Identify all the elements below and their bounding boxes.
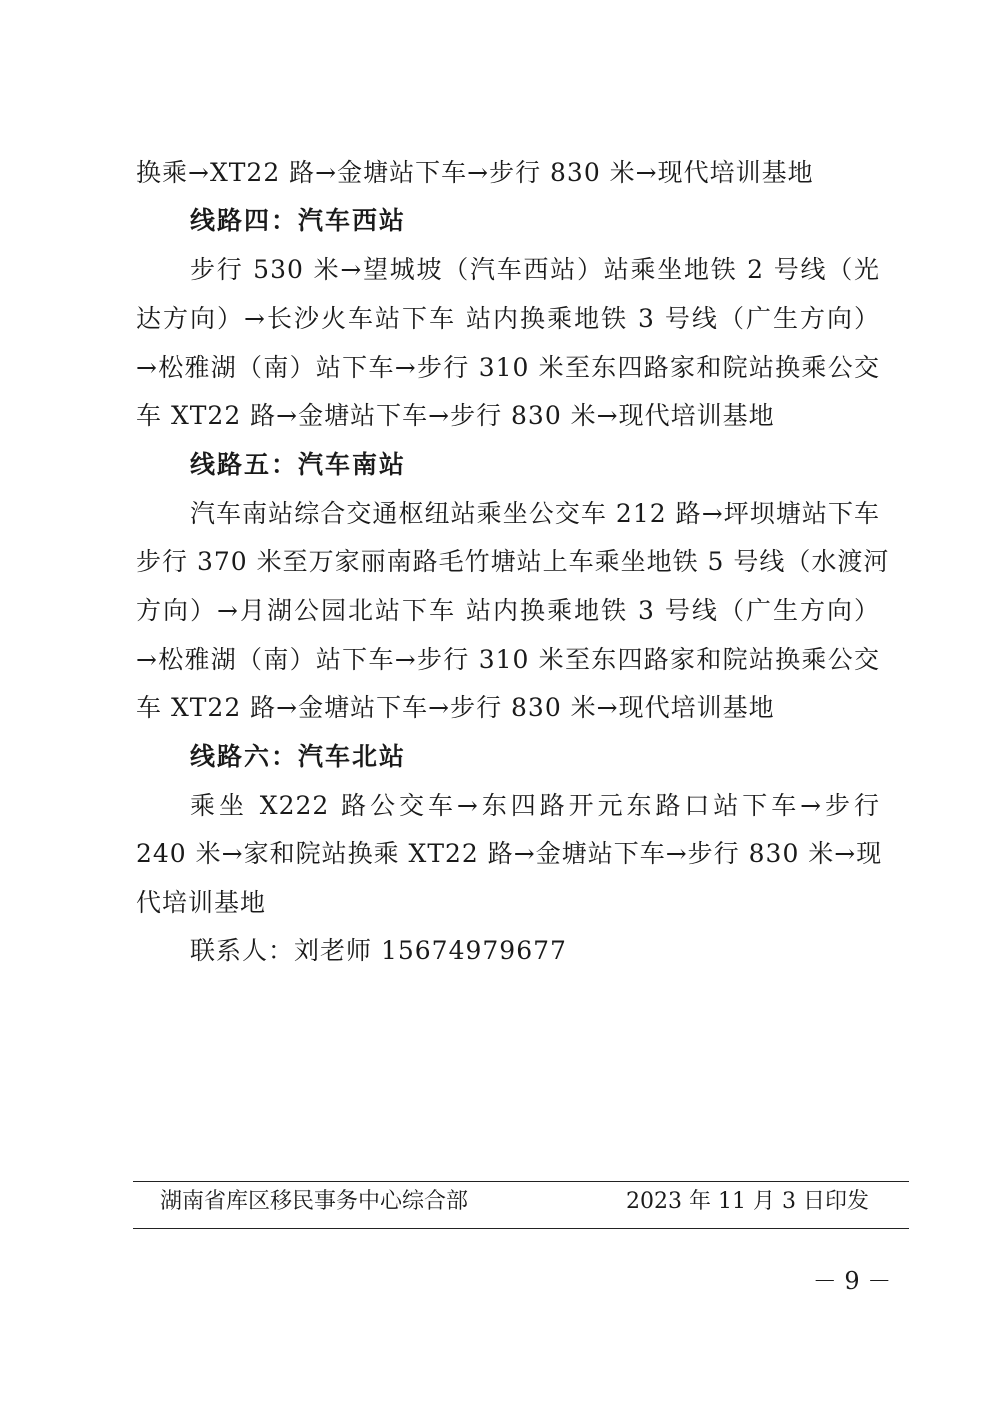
route-six-heading: 线路六：汽车北站 xyxy=(190,742,407,771)
footer-top-rule xyxy=(133,1181,909,1182)
route-three-continuation: 换乘→XT22 路→金塘站下车→步行 830 米→现代培训基地 xyxy=(136,158,814,187)
footer-issue-date: 2023 年 11 月 3 日印发 xyxy=(626,1189,869,1214)
route-five-text-line: →松雅湖（南）站下车→步行 310 米至东四路家和院站换乘公交 xyxy=(136,645,880,674)
route-six-text-line: 240 米→家和院站换乘 XT22 路→金塘站下车→步行 830 米→现 xyxy=(136,839,883,868)
route-four-text-line: 达方向）→长沙火车站下车 站内换乘地铁 3 号线（广生方向） xyxy=(136,304,880,333)
route-six-text-line: 乘坐 X222 路公交车→东四路开元东路口站下车→步行 xyxy=(190,791,880,820)
route-four-text-line: 步行 530 米→望城坡（汽车西站）站乘坐地铁 2 号线（光 xyxy=(190,255,880,284)
route-five-text-line: 车 XT22 路→金塘站下车→步行 830 米→现代培训基地 xyxy=(136,693,775,722)
route-four-text-line: 车 XT22 路→金塘站下车→步行 830 米→现代培训基地 xyxy=(136,401,775,430)
route-five-text-line: 方向）→月湖公园北站下车 站内换乘地铁 3 号线（广生方向） xyxy=(136,596,880,625)
route-four-text-line: →松雅湖（南）站下车→步行 310 米至东四路家和院站换乘公交 xyxy=(136,353,880,382)
route-five-heading: 线路五：汽车南站 xyxy=(190,450,407,479)
route-four-heading: 线路四：汽车西站 xyxy=(190,206,407,235)
route-six-text-line: 代培训基地 xyxy=(136,888,267,917)
footer-issuer: 湖南省库区移民事务中心综合部 xyxy=(160,1189,469,1214)
page-number: － 9 － xyxy=(812,1267,892,1295)
contact-line: 联系人：刘老师 15674979677 xyxy=(190,936,567,965)
route-five-text-line: 汽车南站综合交通枢纽站乘坐公交车 212 路→坪坝塘站下车 xyxy=(190,499,880,528)
footer-bottom-rule xyxy=(133,1228,909,1229)
route-five-text-line: 步行 370 米至万家丽南路毛竹塘站上车乘坐地铁 5 号线（水渡河 xyxy=(136,547,890,576)
